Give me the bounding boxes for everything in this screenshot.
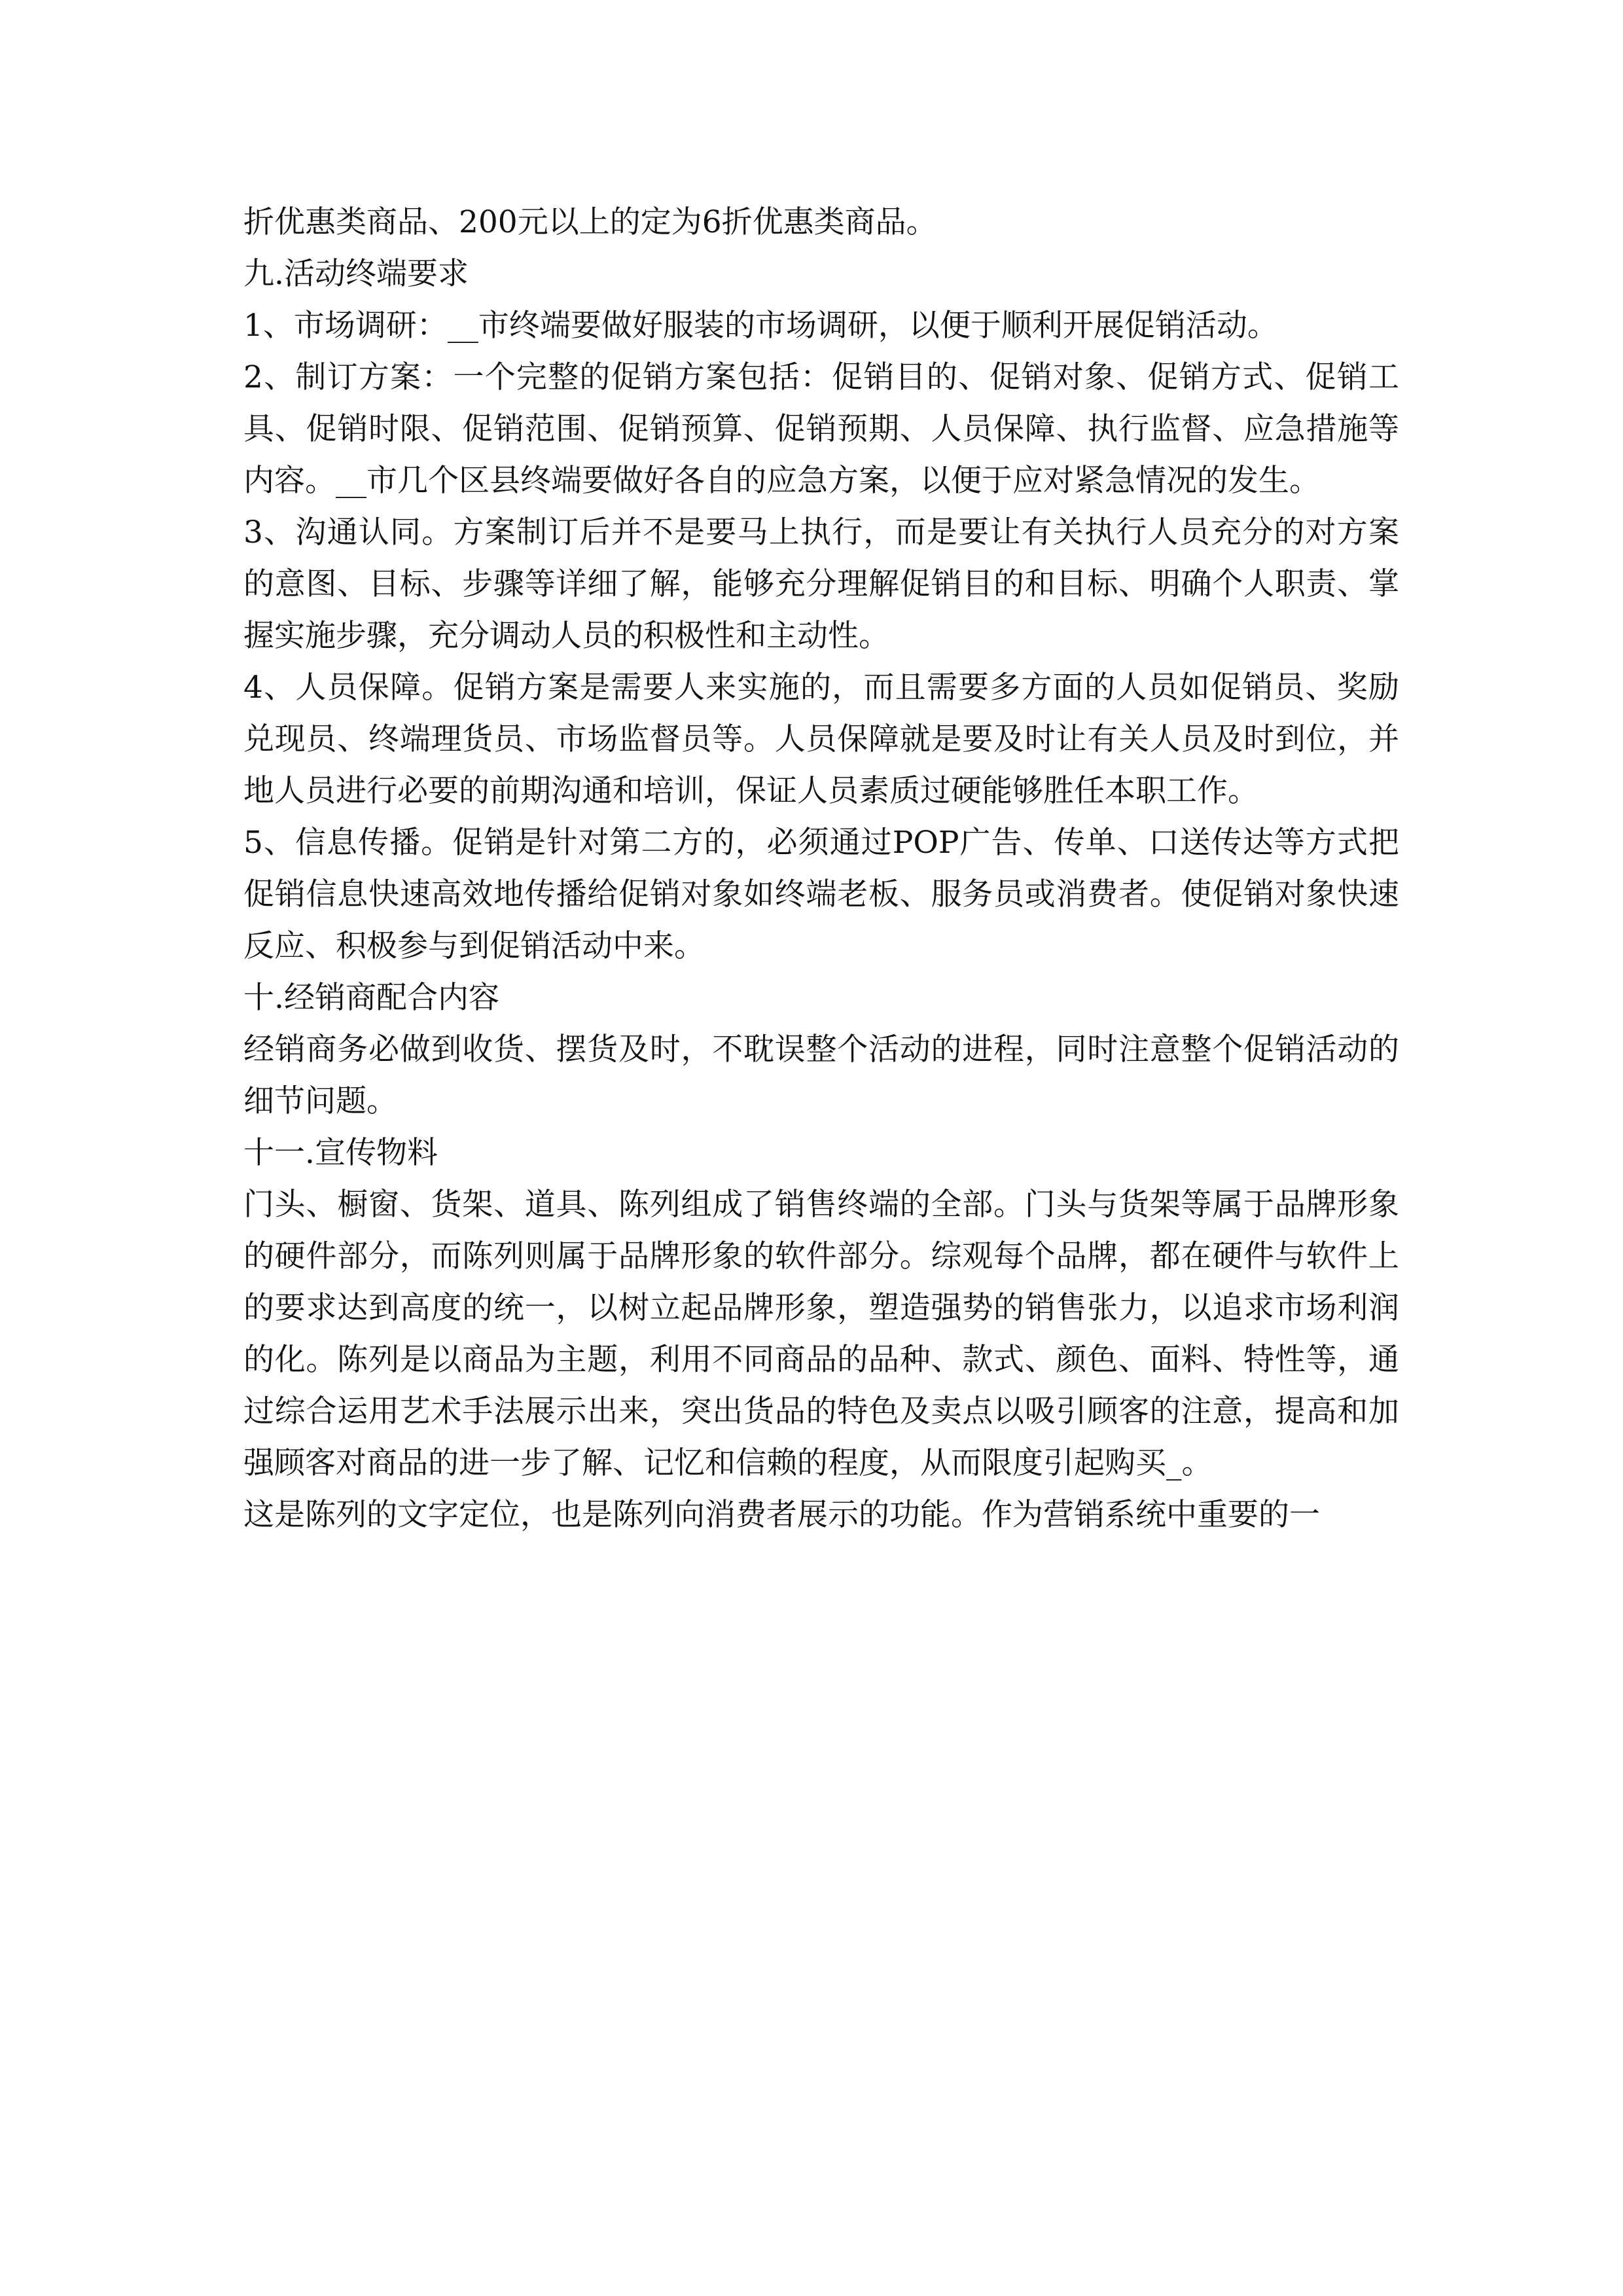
paragraph-market-research: 1、市场调研：__市终端要做好服装的市场调研，以便于顺利开展促销活动。 [243, 308, 1278, 344]
heading-dealer-cooperation: 十.经销商配合内容 [243, 980, 499, 1016]
paragraph-staffing: 4、人员保障。促销方案是需要人来实施的，而且需要多方面的人员如促销员、奖励兑现员、终端理货员、市场监督员等。人员保障就是要及时让有关人员及时到位，并地人员进行必要的前期沟通和培训，保证人员素质过硬能够胜任本职工作。 [243, 670, 1399, 809]
paragraph-dealer: 经销商务必做到收货、摆货及时，不耽误整个活动的进程，同时注意整个促销活动的细节问题。 [243, 1031, 1399, 1119]
paragraph-discount-tail: 折优惠类商品、200元以上的定为6折优惠类商品。 [243, 204, 937, 240]
paragraph-communication: 3、沟通认同。方案制订后并不是要马上执行，而是要让有关执行人员充分的对方案的意图、目标、步骤等详细了解，能够充分理解促销目的和目标、明确个人职责、掌握实施步骤，充分调动人员的积极性和主动性。 [243, 514, 1399, 654]
paragraph-information: 5、信息传播。促销是针对第二方的，必须通过POP广告、传单、口送传达等方式把促销信息快速高效地传播给促销对象如终端老板、服务员或消费者。使促销对象快速反应、积极参与到促销活动中来。 [243, 825, 1399, 964]
document-body [243, 196, 1399, 1541]
paragraph-plan: 2、制订方案：一个完整的促销方案包括：促销目的、促销对象、促销方式、促销工具、促销时限、促销范围、促销预算、促销预期、人员保障、执行监督、应急措施等内容。__市几个区县终端要做好各自的应急方案，以便于应对紧急情况的发生。 [243, 359, 1399, 499]
paragraph-display-positioning: 这是陈列的文字定位，也是陈列向消费者展示的功能。作为营销系统中重要的一 [243, 1497, 1320, 1533]
heading-terminal-requirements: 九.活动终端要求 [243, 256, 469, 292]
paragraph-display: 门头、橱窗、货架、道具、陈列组成了销售终端的全部。门头与货架等属于品牌形象的硬件部分，而陈列则属于品牌形象的软件部分。综观每个品牌，都在硬件与软件上的要求达到高度的统一，以树立起品牌形象，塑造强势的销售张力，以追求市场利润的化。陈列是以商品为主题，利用不同商品的品种、款式、颜色、面料、特性等，通过综合运用艺术手法展示出来，突出货品的特色及卖点以吸引顾客的注意，提高和加强顾客对商品的进一步了解、记忆和信赖的程度，从而限度引起购买_。 [243, 1187, 1399, 1481]
heading-promo-materials: 十一.宣传物料 [243, 1135, 438, 1171]
